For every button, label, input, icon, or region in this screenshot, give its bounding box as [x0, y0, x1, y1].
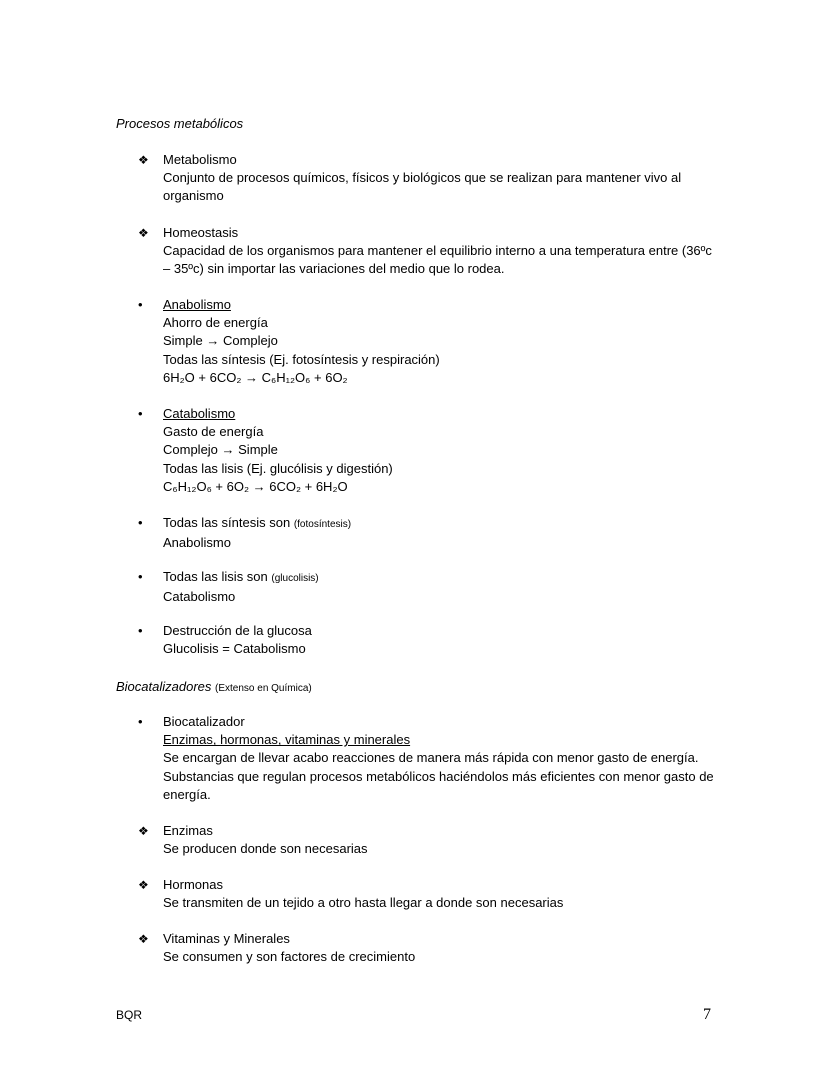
item-note: (glucolisis) — [271, 573, 319, 584]
item-title: Biocatalizador — [163, 714, 245, 729]
item-line: Catabolismo — [163, 589, 236, 605]
item-title: Anabolismo — [163, 297, 231, 312]
item-description: Capacidad de los organismos para mantener el equilibrio interno a una temperatura entre (36ºc – 35ºc) sin importar las variaciones del medio que lo rodea. — [163, 243, 712, 277]
item-description: Conjunto de procesos químicos, físicos y biológicos que se realizan para mantener vivo al organismo — [163, 170, 682, 204]
dot-bullet-icon: • — [138, 569, 143, 584]
list-item-enzimas — [138, 822, 718, 858]
section-heading-procesos — [116, 116, 243, 131]
item-title: Todas las síntesis son — [163, 515, 291, 530]
chemical-equation: 6H₂O + 6CO₂ → C₆H₁₂O₆ + 6O₂ — [163, 369, 348, 385]
item-title: Catabolismo — [163, 406, 236, 421]
item-line: Anabolismo — [163, 535, 231, 551]
item-line: Se producen donde son necesarias — [163, 841, 368, 857]
list-item-hormonas — [138, 876, 718, 912]
list-item-biocatalizador — [138, 713, 718, 804]
item-line: Gasto de energía — [163, 424, 264, 440]
diamond-bullet-icon: ❖ — [138, 932, 149, 946]
chemical-equation: C₆H₁₂O₆ + 6O₂ → 6CO₂ + 6H₂O — [163, 478, 348, 494]
diamond-bullet-icon: ❖ — [138, 226, 149, 240]
item-title: Enzimas — [163, 823, 213, 838]
list-item-metabolismo — [138, 151, 718, 206]
list-item-vitaminas — [138, 930, 718, 966]
item-title: Metabolismo — [163, 152, 237, 167]
dot-bullet-icon: • — [138, 623, 143, 638]
item-line: Se consumen y son factores de crecimiento — [163, 949, 416, 965]
item-line: Ahorro de energía — [163, 315, 268, 331]
heading-text: Biocatalizadores — [116, 679, 212, 694]
dot-bullet-icon: • — [138, 297, 143, 312]
item-title: Hormonas — [163, 877, 223, 892]
item-line: Se transmiten de un tejido a otro hasta llegar a donde son necesarias — [163, 895, 564, 911]
item-title: Vitaminas y Minerales — [163, 931, 290, 946]
item-subtitle: Enzimas, hormonas, vitaminas y minerales — [163, 732, 411, 748]
heading-text: Procesos metabólicos — [116, 116, 244, 131]
item-title: Homeostasis — [163, 225, 239, 240]
footer-label: BQR — [116, 1008, 143, 1022]
list-item-homeostasis — [138, 224, 718, 279]
item-note: (fotosíntesis) — [293, 519, 352, 530]
item-line: Todas las lisis (Ej. glucólisis y digestión) — [163, 460, 393, 476]
heading-note: (Extenso en Química) — [215, 683, 312, 694]
diamond-bullet-icon: ❖ — [138, 153, 149, 167]
item-title: Destrucción de la glucosa — [163, 623, 312, 638]
item-description: Se encargan de llevar acabo reacciones de manera más rápida con menor gasto de energía. Substancias que regulan procesos metabólicos haciéndolos más eficientes con menor gasto de energía. — [163, 750, 714, 802]
item-line: Todas las síntesis (Ej. fotosíntesis y respiración) — [163, 351, 440, 367]
page-number: 7 — [703, 1006, 711, 1023]
list-item-destruccion — [138, 622, 718, 658]
dot-bullet-icon: • — [138, 515, 143, 530]
item-line: Complejo → Simple — [163, 442, 278, 458]
list-item-anabolismo — [138, 296, 718, 387]
dot-bullet-icon: • — [138, 714, 143, 729]
item-line: Glucolisis = Catabolismo — [163, 641, 306, 657]
dot-bullet-icon: • — [138, 406, 143, 421]
list-item-catabolismo — [138, 405, 718, 496]
item-title: Todas las lisis son — [163, 569, 268, 584]
diamond-bullet-icon: ❖ — [138, 824, 149, 838]
list-item-sintesis — [138, 514, 718, 552]
item-line: Simple → Complejo — [163, 333, 278, 349]
section-heading-biocatalizadores — [116, 679, 312, 694]
diamond-bullet-icon: ❖ — [138, 878, 149, 892]
list-item-lisis — [138, 568, 718, 606]
